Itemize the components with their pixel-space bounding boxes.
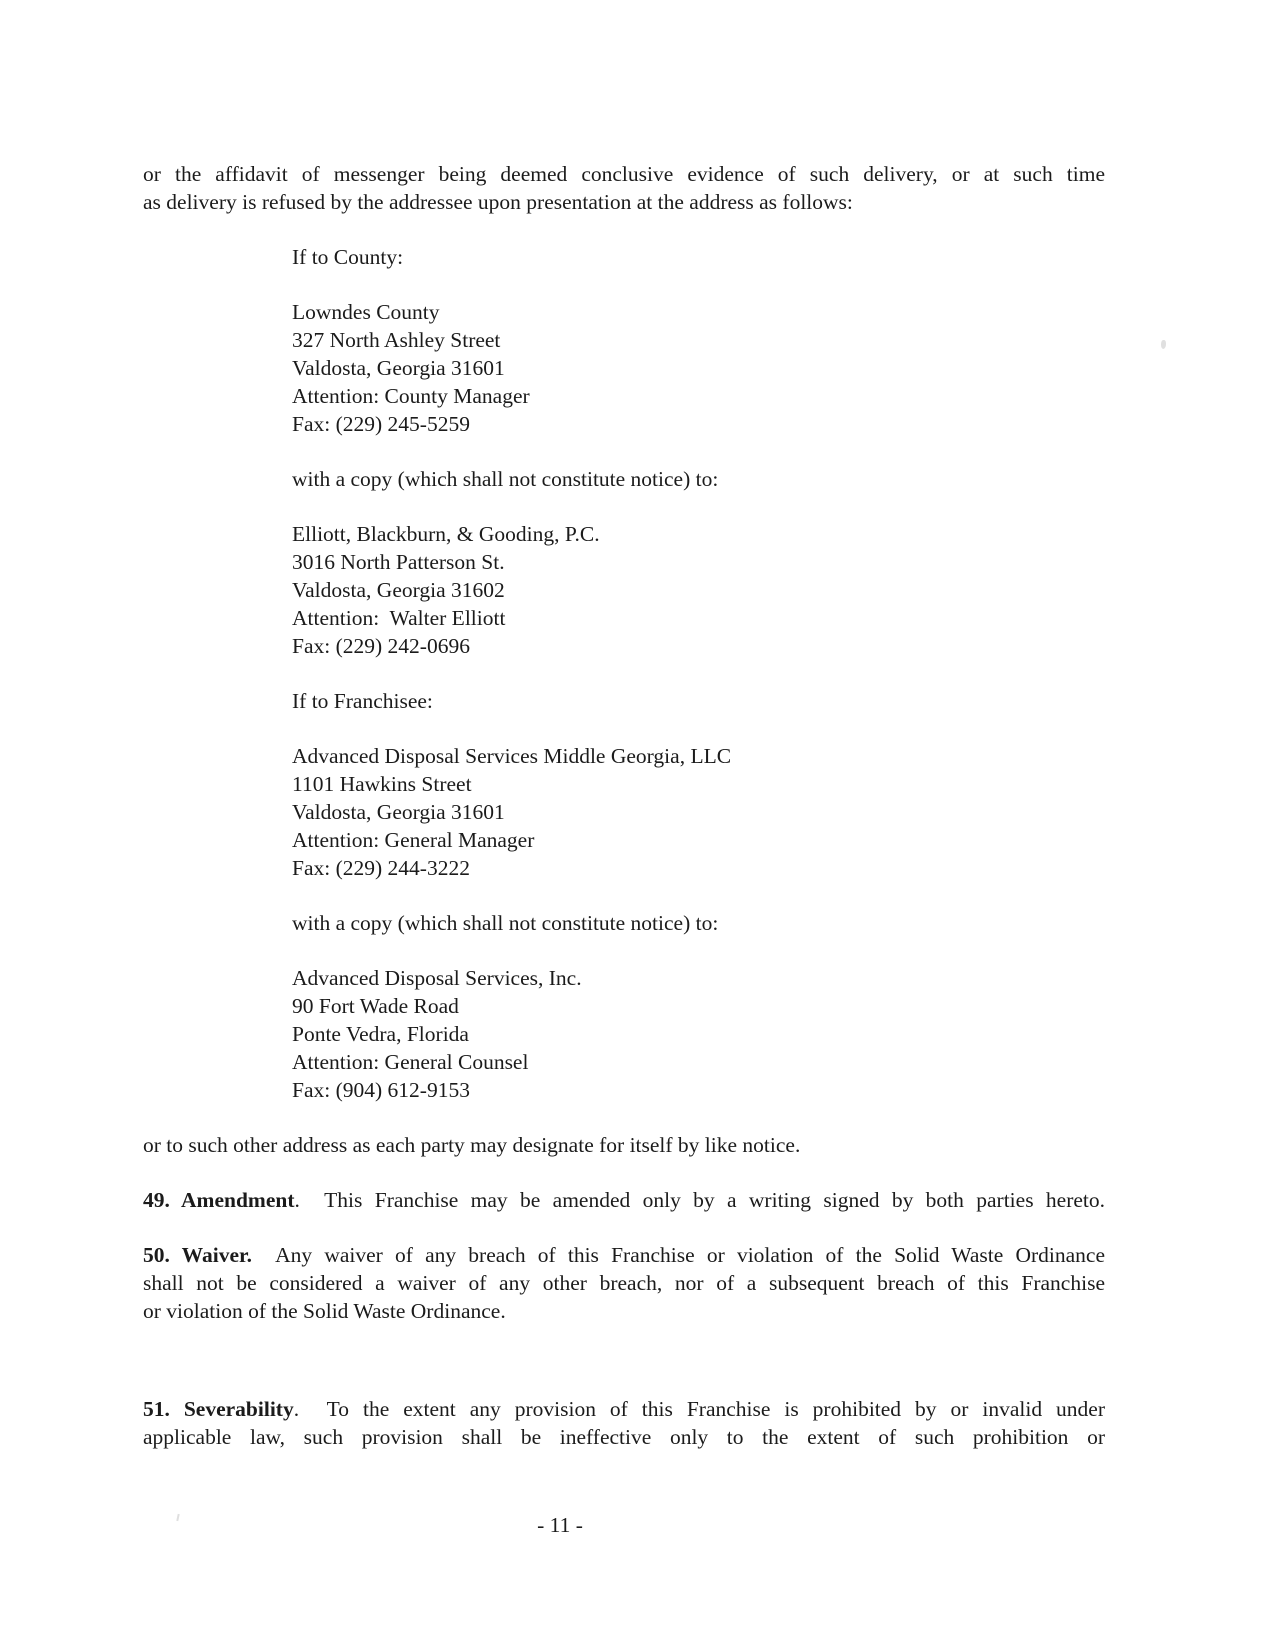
text-line: or the affidavit of messenger being deemed conclusive evidence of such delivery, or at such time — [143, 162, 1105, 186]
text-line: as delivery is refused by the addressee upon presentation at the address as follows: — [143, 190, 853, 214]
text-line — [143, 1241, 1105, 1269]
section-heading: 49. Amendment — [143, 1188, 295, 1212]
address-line: Lowndes County — [292, 300, 440, 324]
address-line: Fax: (904) 612-9153 — [292, 1078, 470, 1102]
address-line: Attention: General Counsel — [292, 1050, 529, 1074]
address-line: Advanced Disposal Services Middle Georgia, LLC — [292, 744, 732, 768]
address-line: Fax: (229) 242-0696 — [292, 634, 470, 658]
address-line: Advanced Disposal Services, Inc. — [292, 966, 582, 990]
address-line: 1101 Hawkins Street — [292, 772, 472, 796]
county-address-block — [292, 298, 1105, 438]
address-line: 90 Fort Wade Road — [292, 994, 459, 1018]
address-line: Fax: (229) 245-5259 — [292, 412, 470, 436]
copy-notice-header-county — [292, 465, 1105, 493]
section-49-amendment — [143, 1186, 1105, 1214]
address-line: Valdosta, Georgia 31601 — [292, 800, 505, 824]
copy-notice-header-franchisee — [292, 909, 1105, 937]
text-line: If to Franchisee: — [292, 689, 433, 713]
address-line: 327 North Ashley Street — [292, 328, 501, 352]
address-line: Ponte Vedra, Florida — [292, 1022, 469, 1046]
text-line: applicable law, such provision shall be ineffective only to the extent of such prohibition or — [143, 1425, 1105, 1449]
franchisee-address-block — [292, 742, 1105, 882]
intro-paragraph — [143, 160, 1105, 216]
section-50-waiver — [143, 1241, 1105, 1325]
closing-notice-paragraph — [143, 1131, 1105, 1159]
address-line: 3016 North Patterson St. — [292, 550, 505, 574]
document-content — [143, 160, 1105, 1478]
text-line: If to County: — [292, 245, 404, 269]
section-body: . This Franchise may be amended only by a writing signed by both parties hereto. — [294, 1188, 1105, 1212]
address-line: Fax: (229) 244-3222 — [292, 856, 470, 880]
section-body: . To the extent any provision of this Franchise is prohibited by or invalid under — [293, 1397, 1106, 1421]
address-line: Valdosta, Georgia 31602 — [292, 578, 505, 602]
page-number: - 11 - — [537, 1513, 583, 1537]
section-body: Any waiver of any breach of this Franchise or violation of the Solid Waste Ordinance — [251, 1243, 1105, 1267]
county-notice-header — [292, 243, 1105, 271]
address-line: Elliott, Blackburn, & Gooding, P.C. — [292, 522, 600, 546]
text-line — [143, 1395, 1105, 1423]
section-51-severability — [143, 1395, 1105, 1451]
franchisee-counsel-address-block — [292, 964, 1105, 1104]
address-line: Attention: Walter Elliott — [292, 606, 506, 630]
scan-artifact — [1161, 340, 1166, 349]
text-line: shall not be considered a waiver of any other breach, nor of a subsequent breach of this Franchise — [143, 1271, 1105, 1295]
text-line — [143, 1186, 1105, 1214]
county-counsel-address-block — [292, 520, 1105, 660]
text-line: with a copy (which shall not constitute notice) to: — [292, 911, 719, 935]
address-line: Valdosta, Georgia 31601 — [292, 356, 505, 380]
section-heading: 50. Waiver. — [143, 1243, 252, 1267]
address-line: Attention: General Manager — [292, 828, 535, 852]
text-line: or to such other address as each party may designate for itself by like notice. — [143, 1133, 801, 1157]
address-line: Attention: County Manager — [292, 384, 530, 408]
franchisee-notice-header — [292, 687, 1105, 715]
text-line: or violation of the Solid Waste Ordinance. — [143, 1299, 506, 1323]
section-heading: 51. Severability — [143, 1397, 294, 1421]
text-line: with a copy (which shall not constitute notice) to: — [292, 467, 719, 491]
